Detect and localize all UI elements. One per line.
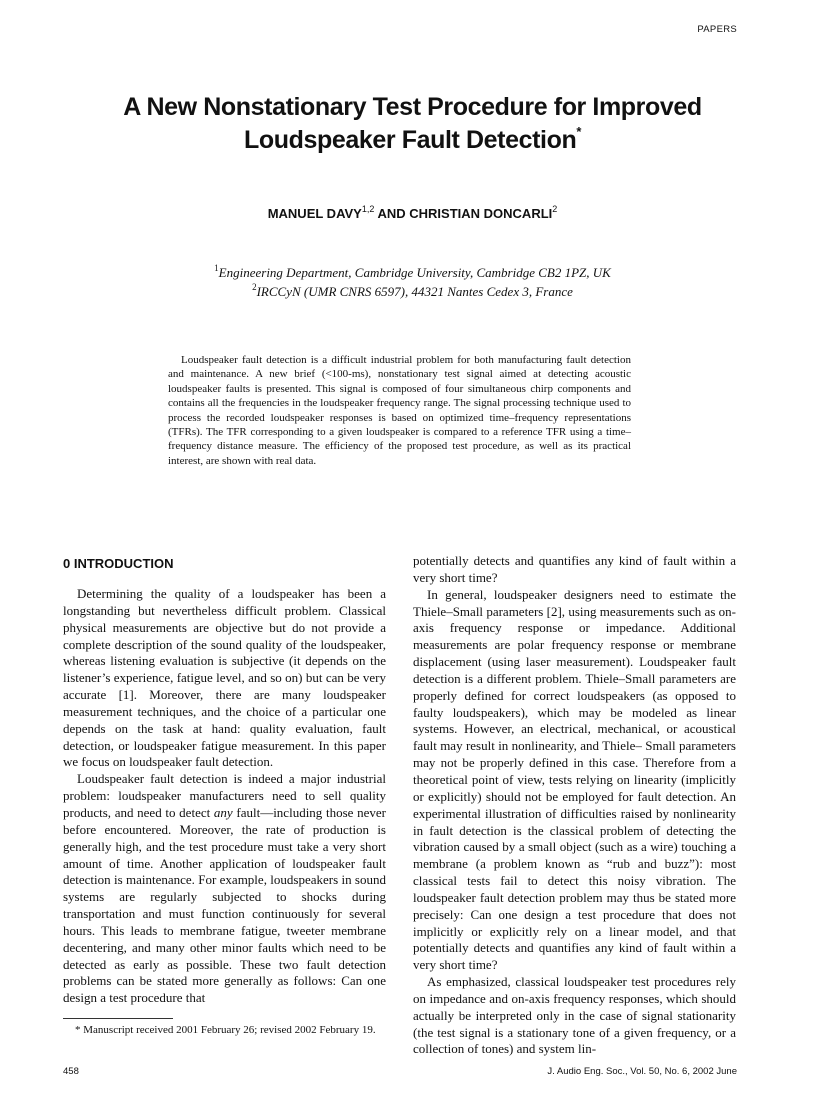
intro-paragraph-2 [63,771,386,1007]
section-heading-introduction: 0 INTRODUCTION [63,556,174,571]
affiliations [0,263,825,301]
footnote-divider [63,1018,173,1019]
affiliation-1-text: Engineering Department, Cambridge University, Cambridge CB2 1PZ, UK [218,265,611,280]
right-text-column [413,553,736,1058]
author-1-affiliation-marker: 1,2 [361,204,375,214]
affiliation-1-marker: 1 [214,263,219,273]
author-conjunction: AND [374,206,410,221]
intro-paragraph-4: As emphasized, classical loudspeaker test procedures rely on impedance and on-axis frequency responses, which should actually be interpreted only in the case of signal stationarity (the test signal is a stationary tone of a given frequency, or a collection of tones) and system lin- [413,974,736,1057]
intro-paragraph-2-end: fault—including those never before encountered. Moreover, the rate of production is generally high, and the test procedure must take a very short amount of time. Another application of loudspeaker fault detection is maintenance. For example, loudspeakers in sound systems are regularly subjected to shocks during transportation and must function continuously for several hours. This leads to membrane fatigue, tweeter membrane decentering, and many other minor faults which need to be detected as early as possible. These two fault detection problems can be stated more generally as follows: Can one design a test procedure that [63,804,386,1006]
paper-title [0,91,825,157]
intro-paragraph-3: In general, loudspeaker designers need to estimate the Thiele–Small parameters [2], using measurements such as on-axis frequency response or impedance. Additional measurements are polar frequency response or membrane displacement (using laser measurement). Loudspeaker fault detection is a different problem. Thiele–Small parameters are properly defined for correct loudspeakers (as opposed to faulty loudspeakers), which may be modeled as linear systems. However, an electrical, mechanical, or acoustical fault may result in nonlinearity, and Thiele– Small parameters may not be properly defined in this case. Therefore from a theoretical point of view, tests relying on linearity (implicitly or explicitly) should not be employed for fault detection. An experimental illustration of difficulties raised by nonlinearity in fault detection is the classical problem of detecting the vibration caused by a small object (such as a wire) touching a membrane (a problem known as “rub and buzz”): most classical tests fail to detect this noisy vibration. The loudspeaker fault detection problem may thus be stated more precisely: Can one design a test procedure that does not implicitly or explicitly rely on a linear model, and that potentially detects and quantifies any kind of fault within a very short time? [413,586,736,973]
author-1-name: MANUEL DAVY [267,206,362,221]
journal-reference: J. Audio Eng. Soc., Vol. 50, No. 6, 2002 June [547,1066,737,1077]
affiliation-2-text: IRCCyN (UMR CNRS 6597), 44321 Nantes Cedex 3, France [256,284,573,299]
affiliation-2 [0,282,825,301]
page-number: 458 [63,1066,79,1077]
author-2-name: CHRISTIAN DONCARLI [409,206,553,221]
emphasis-any: any [213,804,233,820]
abstract: Loudspeaker fault detection is a difficult industrial problem for both manufacturing fault detection and maintenance. A new brief (<100-ms), nonstationary test signal aimed at detecting acoustic loudspeaker faults is presented. This signal is composed of four simultaneous chirp components and contains all the frequencies in the loudspeaker frequency range. The signal processing technique used to process the recorded loudspeaker responses is based on optimized time–frequency representations (TFRs). The TFR corresponding to a given loudspeaker is compared to a reference TFR using a time–frequency distance measure. The efficiency of the proposed test procedure, as well as its practical interest, are shown with real data. [168,354,631,467]
running-header-section-label: PAPERS [697,24,737,35]
affiliation-2-marker: 2 [252,282,257,292]
intro-paragraph-2-start: Loudspeaker fault detection is indeed a major industrial problem: loudspeaker manufacturers need to sell quality products, and need to detect [63,771,386,820]
title-line-2: Loudspeaker Fault Detection [244,126,577,154]
title-line-1: A New Nonstationary Test Procedure for Improved [123,93,702,121]
left-text-column [63,556,386,1007]
manuscript-footnote: * Manuscript received 2001 February 26; revised 2002 February 19. [75,1024,376,1036]
intro-paragraph-2-continuation: potentially detects and quantifies any kind of fault within a very short time? [413,553,736,585]
intro-paragraph-1: Determining the quality of a loudspeaker has been a longstanding but nevertheless difficult problem. Classical physical measurements are objective but do not provide a complete description of the sound quality of the loudspeaker, whereas listening evaluation is subjective (it depends on the listener’s experience, fatigue level, and so on) but can be very accurate [1]. Moreover, there are many loudspeaker measurement techniques, and the choice of a particular one depends on the task at hand: quality evaluation, fault detection, or loudspeaker fatigue measurement. In this paper we focus on loudspeaker fault detection. [63,586,386,770]
title-footnote-marker[interactable]: * [576,124,581,139]
author-2-affiliation-marker: 2 [552,204,558,214]
affiliation-1 [0,263,825,282]
author-list [0,206,825,221]
